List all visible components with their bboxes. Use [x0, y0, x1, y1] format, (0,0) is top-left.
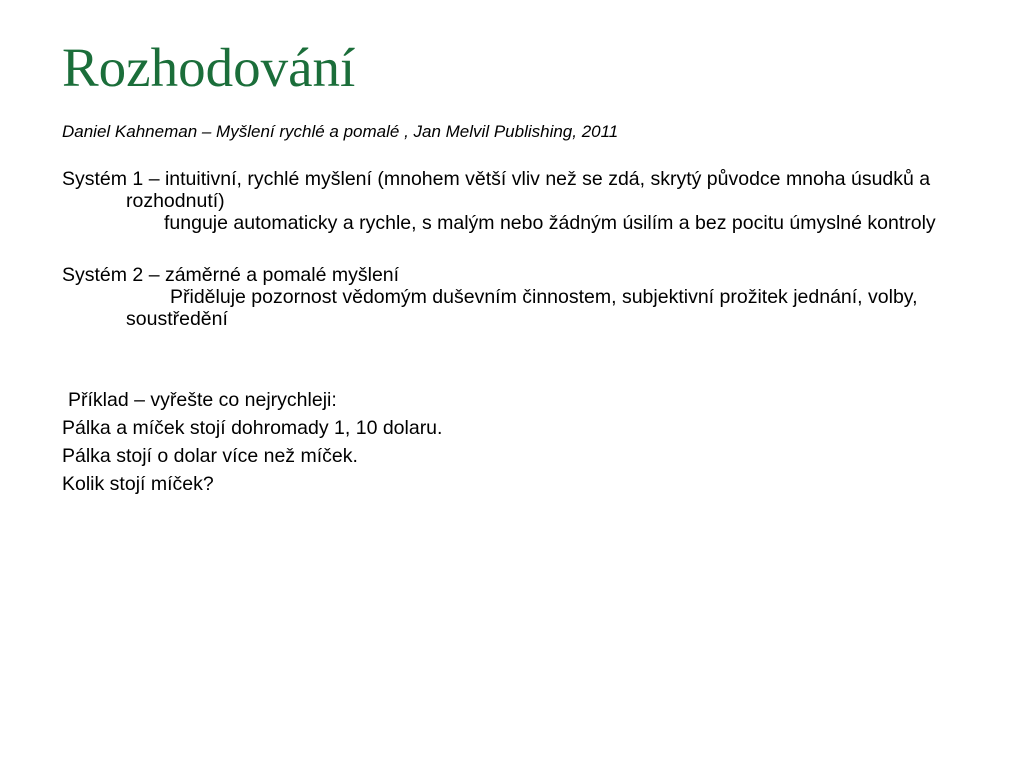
system2-heading: Systém 2 – záměrné a pomalé myšlení	[62, 264, 400, 286]
system1-detail-text: funguje automaticky a rychle, s malým nebo žádným úsilím a bez pocitu úmyslné kontroly	[164, 212, 936, 234]
system2-detail	[62, 286, 962, 330]
example-intro: Příklad – vyřešte co nejrychleji:	[68, 389, 337, 411]
example-line-1: Pálka a míček stojí dohromady 1, 10 dolaru.	[62, 417, 443, 439]
system1-detail	[62, 212, 962, 234]
system1-heading: Systém 1 – intuitivní, rychlé myšlení (mnohem větší vliv než se zdá, skrytý původce mnoha úsudků a rozhodnutí)	[62, 168, 931, 212]
slide-body	[62, 168, 962, 498]
slide-title: Rozhodování	[62, 37, 356, 98]
book-reference: Daniel Kahneman – Myšlení rychlé a pomalé , Jan Melvil Publishing, 2011	[62, 122, 619, 141]
system2-detail-text: Přiděluje pozornost vědomým duševním činnostem, subjektivní prožitek jednání, volby, soustředění	[126, 286, 918, 330]
example-line-2: Pálka stojí o dolar více než míček.	[62, 445, 358, 467]
example-line-3: Kolik stojí míček?	[62, 473, 214, 495]
